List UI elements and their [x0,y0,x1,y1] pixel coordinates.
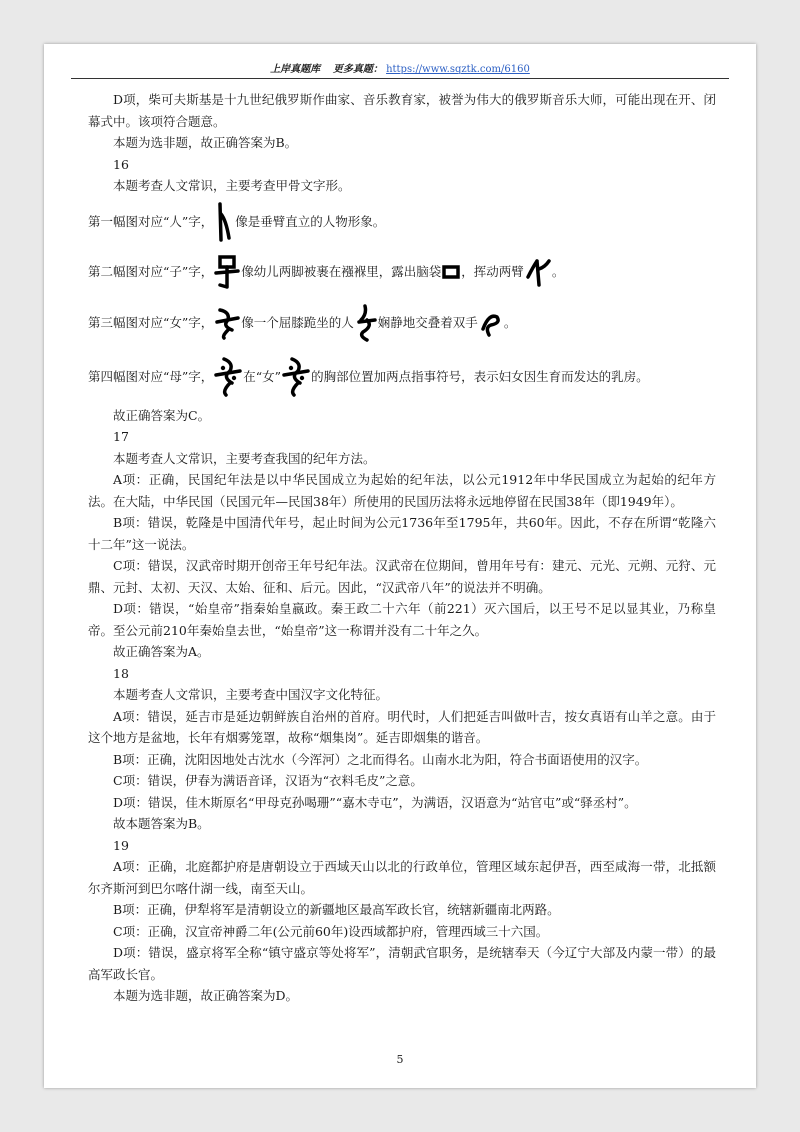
question-19-answer: 本题为选非题，故正确答案为D。 [113,988,299,1003]
oracle-zi-glyph [214,255,240,289]
question-17-option-d: D项：错误，“始皇帝”指秦始皇嬴政。秦王政二十六年（前221）灭六国后，以王号不足以显其业，乃称皇帝。至公元前210年秦始皇去世，“始皇帝”这一称谓并没有二十年之久。 [88,601,716,638]
paragraph: 本题为选非题，故正确答案为B。 [113,135,298,150]
question-18-answer: 故本题答案为B。 [113,816,210,831]
oracle-mu-glyph [214,357,242,397]
page-header [44,60,756,75]
question-17-option-a: A项：正确，民国纪年法是以中华民国成立为起始的纪年法，以公元1912年中华民国成立为起始的纪年方法。在大陆，中华民国（民国元年—民国38年）所使用的民国历法将永远地停留在民国38年（即1949年）。 [88,472,716,509]
question-19-option-d: D项：错误，盛京将军全称“镇守盛京等处将军”，清朝武官职务，是统辖奉天（今辽宁大部及内蒙一带）的最高军政长官。 [88,945,716,982]
oracle-mu-glyph [282,357,310,397]
document-page [44,44,756,1088]
question-18-option-d: D项：错误，佳木斯原名“甲母克孙喝珊”“嘉木寺屯”，为满语，汉语意为“站官屯”或“驿丞村”。 [113,794,637,810]
glyph-line-ren: 第一幅图对应“人”字， 像是垂臂直立的人物形象。 [88,197,716,247]
oracle-head-glyph [442,265,460,279]
question-17-answer: 故正确答案为A。 [113,644,210,659]
question-17-option-c: C项：错误，汉武帝时期开创帝王年号纪年法。汉武帝在位期间，曾用年号有：建元、元光、元朔、元狩、元鼎、元封、太初、天汉、太始、征和、后元。因此，“汉武帝八年”的说法并不明确。 [88,558,716,595]
question-19-option-b: B项：正确，伊犁将军是清朝设立的新疆地区最高军政长官，统辖新疆南北两路。 [113,902,560,917]
question-16-intro: 本题考查人文常识，主要考查甲骨文字形。 [113,178,351,193]
header-brand: 上岸真题库 [270,64,321,75]
oracle-hands-glyph [479,309,503,337]
oracle-arms-glyph [525,257,551,287]
glyph-line-zi: 第二幅图对应“子”字， 像幼儿两脚被裹在襁褓里，露出脑袋 ，挥动两臂 。 [88,247,716,297]
question-17-intro: 本题考查人文常识，主要考查我国的纪年方法。 [113,450,376,466]
question-number-18: 18 [113,665,129,681]
glyph-line-nv: 第三幅图对应“女”字， 像一个屈膝跪坐的人 娴静地交叠着双手 。 [88,297,716,349]
question-number-16: 16 [113,156,129,172]
oracle-ren-glyph [214,202,234,242]
header-divider [71,78,729,79]
header-more-label: 更多真题： [332,64,383,75]
page-number: 5 [396,1053,404,1066]
question-number-19: 19 [113,837,129,853]
oracle-nv-glyph [214,306,240,340]
question-19-option-a: A项：正确，北庭都护府是唐朝设立于西域天山以北的行政单位，管理区域东起伊吾，西至咸海一带，北抵额尔齐斯河到巴尔喀什湖一线，南至天山。 [88,859,716,896]
document-body [88,89,716,1007]
question-18-intro: 本题考查人文常识，主要考查中国汉字文化特征。 [113,687,389,702]
glyph-line-mu: 第四幅图对应“母”字， 在“女” 的胸部位置加两点指事符号，表示妇女因生育而发达的乳房。 [88,349,716,405]
oracle-kneel-glyph [355,304,377,342]
question-18-option-b: B项：正确，沈阳因地处古沈水（今浑河）之北而得名。山南水北为阳，符合书面语使用的汉字。 [113,751,648,767]
question-17-option-b: B项：错误，乾隆是中国清代年号，起止时间为公元1736年至1795年，共60年。因此，不存在所谓“乾隆六十二年”这一说法。 [88,515,716,552]
paragraph: D项，柴可夫斯基是十九世纪俄罗斯作曲家、音乐教育家，被誉为伟大的俄罗斯音乐大师，可能出现在开、闭幕式中。该项符合题意。 [88,92,716,129]
question-18-option-a: A项：错误，延吉市是延边朝鲜族自治州的首府。明代时，人们把延吉叫做叶吉，按女真语有山羊之意。由于这个地方是盆地，长年有烟雾笼罩，故称“烟集岗”。延吉即烟集的谐音。 [88,708,716,745]
header-url-link[interactable]: https://www.sqztk.com/6160 [386,64,530,75]
question-18-option-c: C项：错误，伊春为满语音译，汉语为“衣料毛皮”之意。 [113,773,423,788]
question-19-option-c: C项：正确，汉宣帝神爵二年(公元前60年)设西域都护府，管理西域三十六国。 [113,923,549,939]
question-16-answer: 故正确答案为C。 [113,407,211,423]
question-number-17: 17 [113,429,129,444]
